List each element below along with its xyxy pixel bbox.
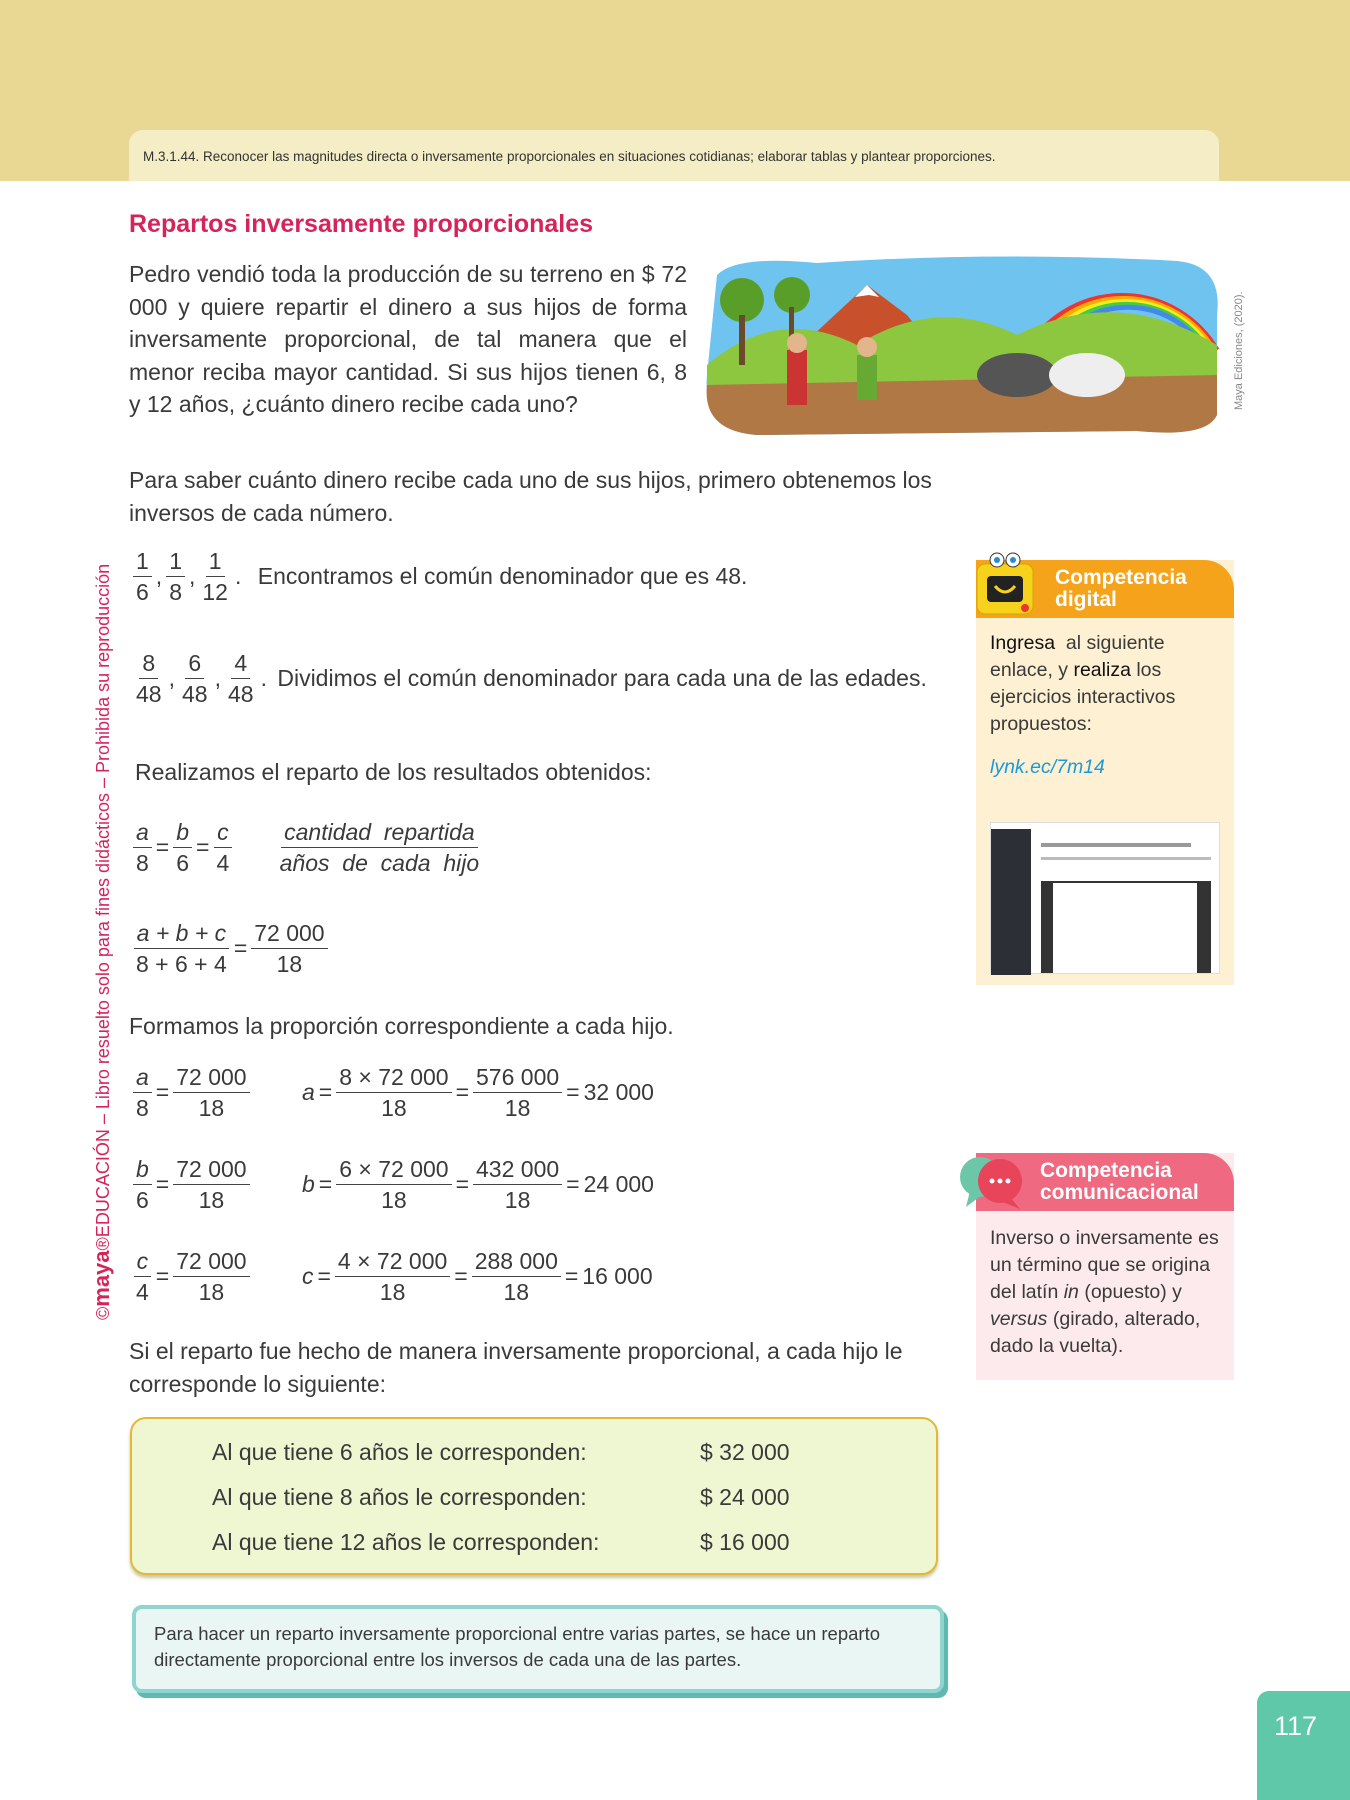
curriculum-standard: M.3.1.44. Reconocer las magnitudes directa o inversamente proporcionales en situaciones cotidianas; elaborar tablas y plantear proporciones. bbox=[129, 130, 1219, 181]
exercise-link[interactable]: lynk.ec/7m14 bbox=[990, 756, 1105, 778]
child-result: 24 000 bbox=[583, 1171, 654, 1197]
competencia-comunicacional-card bbox=[976, 1153, 1234, 1380]
variable: a bbox=[301, 1079, 315, 1105]
ratio-equation: $\frac{a}{8}$ = $\frac{b}{6}$ = $\frac{c}{4}$ $\frac{\text{cantidad repartida}}{\text{años de cada hijo}}$ bbox=[131, 817, 484, 878]
fraction: $\frac{1}{12}$ bbox=[202, 548, 228, 605]
formamos-text: Formamos la proporción correspondiente a cada hijo. bbox=[129, 1013, 674, 1039]
sum-equation: $\frac{a + b + c}{8 + 6 + 4}$ = $\frac{72 000}{18}$ bbox=[131, 918, 330, 979]
results-box bbox=[130, 1417, 938, 1575]
fraction: $\frac{a}{8}$ bbox=[133, 1062, 152, 1123]
page-number: 117 bbox=[1257, 1691, 1350, 1800]
brand-logo: maya bbox=[89, 1250, 114, 1307]
farm-illustration bbox=[697, 255, 1223, 438]
problem-text: Pedro vendió toda la producción de su terreno en $ 72 000 y quiere repartir el dinero a sus hijos de forma inversamente proporcional, de tal manera que el menor reciba mayor cantidad. Si sus hijos tienen 6, 8 y 12 años, ¿cuánto dinero recibe cada uno? bbox=[129, 261, 687, 417]
intro-text: Para saber cuánto dinero recibe cada uno de sus hijos, primero obtenemos los inversos de cada número. bbox=[129, 467, 932, 526]
image-credit: Maya Ediciones, (2020). bbox=[1233, 291, 1245, 410]
card-body: Inverso o inversamente es un término que se origina del latín in (opuesto) y versus (girado, alterado, dado la vuelta). bbox=[990, 1227, 1219, 1357]
competencia-digital-card bbox=[976, 560, 1234, 985]
result-amount: $ 24 000 bbox=[700, 1484, 790, 1510]
card-header: Competencia comunicacional bbox=[976, 1153, 1234, 1211]
equivalents-row: $\frac{8}{48}$ , $\frac{6}{48}$ , $\frac{4}{48}$ . Dividimos el común denominador para cada una de las edades. bbox=[131, 648, 929, 709]
fraction: $\frac{1}{6}$ bbox=[133, 546, 152, 607]
fraction: $\frac{c}{4}$ bbox=[133, 1246, 152, 1307]
card-header: Competencia digital bbox=[976, 560, 1234, 618]
variable: b bbox=[301, 1171, 315, 1197]
fraction: $\frac{4 \times 72 000}{18}$ bbox=[335, 1246, 450, 1307]
fraction: $\frac{b}{6}$ bbox=[133, 1154, 152, 1215]
sidebar-text: EDUCACIÓN – Libro resuelto solo para fines didácticos – Prohibida su reproducción bbox=[93, 563, 113, 1238]
ratio-label: $\frac{\text{cantidad repartida}}{\text{años de cada hijo}}$ bbox=[279, 819, 480, 876]
fraction: $\frac{432 000}{18}$ bbox=[473, 1154, 562, 1215]
result-amount: $ 16 000 bbox=[700, 1529, 790, 1555]
child-result: 16 000 bbox=[582, 1263, 653, 1289]
fraction: $\frac{6 \times 72 000}{18}$ bbox=[336, 1154, 451, 1215]
rule-box: Para hacer un reparto inversamente proporcional entre varias partes, se hace un reparto directamente proporcional entre los inversos de cada una de las partes. bbox=[132, 1605, 944, 1693]
copyright-symbol: © bbox=[93, 1306, 113, 1320]
fraction: $\frac{72 000}{18}$ bbox=[173, 1246, 249, 1307]
chat-bubbles-icon bbox=[956, 1151, 1036, 1215]
fraction: $\frac{8}{48}$ bbox=[136, 650, 162, 707]
child-proportion-row: $\frac{b}{6}$ = $\frac{72 000}{18}$ b = $\frac{6 \times 72 000}{18}$ = $\frac{432 000}{18}$ = 24 000 bbox=[131, 1154, 656, 1215]
result-label: Al que tiene 6 años le corresponden: bbox=[212, 1439, 587, 1465]
website-screenshot bbox=[990, 822, 1220, 974]
child-proportion-row: $\frac{a}{8}$ = $\frac{72 000}{18}$ a = $\frac{8 \times 72 000}{18}$ = $\frac{576 000}{18}$ = 32 000 bbox=[131, 1062, 656, 1123]
equivalents-text: Dividimos el común denominador para cada una de las edades. bbox=[277, 665, 927, 691]
fraction: $\frac{72 000}{18}$ bbox=[173, 1062, 249, 1123]
inverses-row: $\frac{1}{6}$ , $\frac{1}{8}$ , $\frac{1}{12}$ . Encontramos el común denominador que es 48. bbox=[131, 546, 749, 607]
publisher-sidebar bbox=[89, 564, 115, 1320]
variable: c bbox=[301, 1263, 314, 1289]
fraction: $\frac{576 000}{18}$ bbox=[473, 1062, 562, 1123]
conclusion-text: Si el reparto fue hecho de manera inversamente proporcional, a cada hijo le corresponde lo siguiente: bbox=[129, 1338, 903, 1397]
fraction: $\frac{288 000}{18}$ bbox=[472, 1246, 561, 1307]
inverses-text: Encontramos el común denominador que es 48. bbox=[257, 563, 748, 589]
robot-mascot-icon bbox=[971, 548, 1041, 620]
result-label: Al que tiene 12 años le corresponden: bbox=[212, 1529, 600, 1555]
fraction: $\frac{1}{8}$ bbox=[166, 546, 185, 607]
fraction: $\frac{72 000}{18}$ bbox=[173, 1154, 249, 1215]
result-amount: $ 32 000 bbox=[700, 1439, 790, 1465]
child-result: 32 000 bbox=[583, 1079, 654, 1105]
fraction: $\frac{6}{48}$ bbox=[181, 650, 208, 707]
fraction: $\frac{4}{48}$ bbox=[227, 650, 254, 707]
result-label: Al que tiene 8 años le corresponden: bbox=[212, 1484, 587, 1510]
fraction: $\frac{8 \times 72 000}{18}$ bbox=[336, 1062, 451, 1123]
realizamos-text: Realizamos el reparto de los resultados obtenidos: bbox=[135, 759, 652, 785]
registered-symbol: ® bbox=[93, 1237, 113, 1251]
section-title: Repartos inversamente proporcionales bbox=[129, 210, 594, 238]
child-proportion-row: $\frac{c}{4}$ = $\frac{72 000}{18}$ c = $\frac{4 \times 72 000}{18}$ = $\frac{288 000}{18}$ = 16 000 bbox=[131, 1246, 655, 1307]
card-body: Ingresa al siguiente enlace, y realiza los ejercicios interactivos propuestos: lynk.ec/7m14 bbox=[976, 618, 1234, 793]
